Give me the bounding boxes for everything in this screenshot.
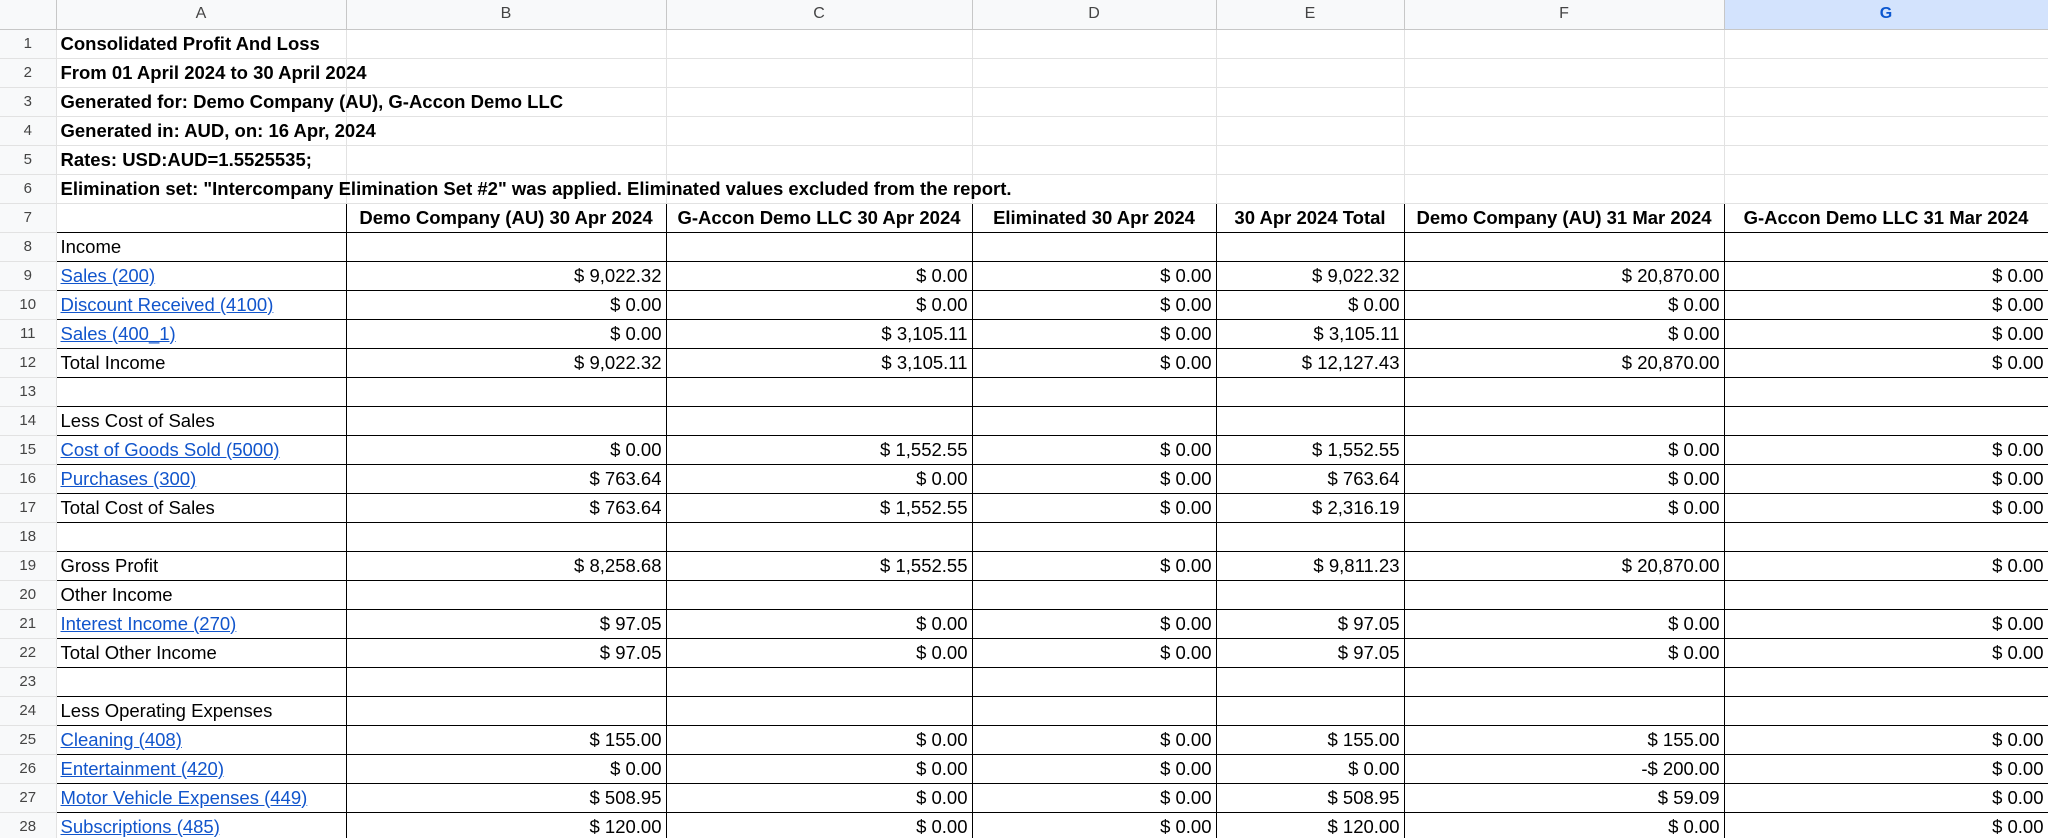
value-cell[interactable]: $ 59.09 [1404,783,1724,812]
column-header-g[interactable]: G [1724,0,2048,29]
value-cell[interactable] [1216,580,1404,609]
table-row [0,609,2048,638]
table-row [0,464,2048,493]
generated-in-cell[interactable]: Generated in: AUD, on: 16 Apr, 2024 [56,116,346,145]
value-cell[interactable]: $ 0.00 [972,290,1216,319]
value-cell[interactable]: $ 0.00 [972,754,1216,783]
value-cell[interactable] [1724,696,2048,725]
value-cell[interactable]: $ 0.00 [346,754,666,783]
row-header[interactable]: 25 [0,725,56,754]
table-row [0,812,2048,838]
value-cell[interactable]: $ 97.05 [1216,609,1404,638]
cell[interactable] [1216,145,1404,174]
account-link[interactable]: Interest Income (270) [56,609,346,638]
value-cell[interactable]: $ 97.05 [346,609,666,638]
cell[interactable] [1724,87,2048,116]
row-header[interactable]: 14 [0,406,56,435]
value-cell[interactable] [1724,667,2048,696]
value-cell[interactable]: $ 9,022.32 [346,261,666,290]
value-cell[interactable]: $ 0.00 [972,551,1216,580]
value-cell[interactable]: $ 508.95 [346,783,666,812]
value-cell[interactable]: $ 0.00 [666,261,972,290]
row-header[interactable]: 3 [0,87,56,116]
value-cell[interactable]: $ 155.00 [346,725,666,754]
report-header-row [0,203,2048,232]
table-row [0,522,2048,551]
value-cell[interactable]: $ 0.00 [1404,638,1724,667]
row-header[interactable]: 12 [0,348,56,377]
generated-for-cell[interactable]: Generated for: Demo Company (AU), G-Accon Demo LLC [56,87,346,116]
account-link[interactable]: Sales (200) [56,261,346,290]
cell[interactable] [1216,29,1404,58]
table-row [0,290,2048,319]
value-cell[interactable] [1404,696,1724,725]
cell[interactable] [666,87,972,116]
row-header[interactable]: 7 [0,203,56,232]
column-header-b[interactable]: B [346,0,666,29]
header-cell-label[interactable] [56,203,346,232]
value-cell[interactable] [1404,377,1724,406]
value-cell[interactable]: $ 9,022.32 [346,348,666,377]
rates-cell[interactable]: Rates: USD:AUD=1.5525535; [56,145,346,174]
value-cell[interactable]: -$ 200.00 [1404,754,1724,783]
column-header-c[interactable]: C [666,0,972,29]
cell[interactable] [1404,87,1724,116]
header-cell-demo-au-mar[interactable]: Demo Company (AU) 31 Mar 2024 [1404,203,1724,232]
cell[interactable] [1216,58,1404,87]
value-cell[interactable] [666,667,972,696]
value-cell[interactable] [666,377,972,406]
account-link[interactable]: Cleaning (408) [56,725,346,754]
value-cell[interactable]: $ 0.00 [972,725,1216,754]
row-header[interactable]: 19 [0,551,56,580]
cell[interactable] [1404,145,1724,174]
account-link[interactable]: Sales (400_1) [56,319,346,348]
value-cell[interactable]: $ 0.00 [972,435,1216,464]
value-cell[interactable]: $ 0.00 [1724,812,2048,838]
value-cell[interactable]: $ 0.00 [346,319,666,348]
value-cell[interactable]: $ 0.00 [666,464,972,493]
table-row [0,667,2048,696]
value-cell[interactable]: $ 3,105.11 [666,319,972,348]
value-cell[interactable]: $ 0.00 [1724,290,2048,319]
account-link[interactable]: Motor Vehicle Expenses (449) [56,783,346,812]
cell[interactable] [972,58,1216,87]
report-title-cell[interactable]: Consolidated Profit And Loss [56,29,346,58]
value-cell[interactable]: $ 8,258.68 [346,551,666,580]
table-row [0,696,2048,725]
value-cell[interactable]: $ 0.00 [972,348,1216,377]
value-cell[interactable] [1216,406,1404,435]
value-cell[interactable] [1216,667,1404,696]
value-cell[interactable] [346,696,666,725]
row-label[interactable]: Total Cost of Sales [56,493,346,522]
value-cell[interactable]: $ 9,022.32 [1216,261,1404,290]
value-cell[interactable] [972,696,1216,725]
value-cell[interactable]: $ 0.00 [972,493,1216,522]
table-row [0,493,2048,522]
row-header[interactable]: 20 [0,580,56,609]
account-link[interactable]: Cost of Goods Sold (5000) [56,435,346,464]
value-cell[interactable] [666,406,972,435]
sheet-row [0,87,2048,116]
value-cell[interactable]: $ 0.00 [1724,609,2048,638]
table-row [0,319,2048,348]
value-cell[interactable]: $ 0.00 [1724,725,2048,754]
cell[interactable] [1404,58,1724,87]
value-cell[interactable]: $ 155.00 [1404,725,1724,754]
value-cell[interactable]: $ 120.00 [1216,812,1404,838]
table-row [0,638,2048,667]
value-cell[interactable] [346,377,666,406]
cell[interactable] [1404,116,1724,145]
cell[interactable] [666,29,972,58]
row-header[interactable]: 24 [0,696,56,725]
value-cell[interactable]: $ 0.00 [346,290,666,319]
cell[interactable] [346,29,666,58]
value-cell[interactable]: $ 0.00 [666,725,972,754]
row-header[interactable]: 28 [0,812,56,838]
cell[interactable] [1724,58,2048,87]
cell[interactable] [346,116,666,145]
value-cell[interactable]: $ 0.00 [972,261,1216,290]
cell[interactable] [1216,87,1404,116]
row-label[interactable]: Other Income [56,580,346,609]
value-cell[interactable]: $ 0.00 [1724,638,2048,667]
value-cell[interactable]: $ 0.00 [666,812,972,838]
value-cell[interactable]: $ 20,870.00 [1404,551,1724,580]
value-cell[interactable]: $ 2,316.19 [1216,493,1404,522]
cell[interactable] [666,145,972,174]
sheet-row [0,29,2048,58]
value-cell[interactable]: $ 0.00 [972,783,1216,812]
value-cell[interactable] [666,696,972,725]
value-cell[interactable]: $ 0.00 [1404,812,1724,838]
value-cell[interactable] [972,580,1216,609]
cell[interactable] [1724,29,2048,58]
column-header-d[interactable]: D [972,0,1216,29]
value-cell[interactable] [972,377,1216,406]
report-period-cell[interactable]: From 01 April 2024 to 30 April 2024 [56,58,346,87]
value-cell[interactable]: $ 0.00 [1404,290,1724,319]
value-cell[interactable] [1724,580,2048,609]
cell[interactable] [346,145,666,174]
report-body [0,232,2048,838]
value-cell[interactable]: $ 0.00 [1216,754,1404,783]
value-cell[interactable]: $ 20,870.00 [1404,348,1724,377]
table-row [0,551,2048,580]
column-header-e[interactable]: E [1216,0,1404,29]
sheet-row [0,116,2048,145]
account-link[interactable]: Subscriptions (485) [56,812,346,838]
header-cell-demo-au-apr[interactable]: Demo Company (AU) 30 Apr 2024 [346,203,666,232]
table-row [0,261,2048,290]
value-cell[interactable] [1216,522,1404,551]
row-header[interactable]: 10 [0,290,56,319]
value-cell[interactable] [1724,522,2048,551]
value-cell[interactable] [666,232,972,261]
table-row [0,348,2048,377]
row-label[interactable] [56,377,346,406]
value-cell[interactable]: $ 0.00 [1404,319,1724,348]
value-cell[interactable]: $ 0.00 [1404,493,1724,522]
cell[interactable] [972,116,1216,145]
row-header[interactable]: 6 [0,174,56,203]
value-cell[interactable]: $ 0.00 [1724,464,2048,493]
cell[interactable] [346,58,666,87]
value-cell[interactable]: $ 0.00 [1724,261,2048,290]
row-label[interactable]: Gross Profit [56,551,346,580]
value-cell[interactable] [972,667,1216,696]
sheet-row [0,174,2048,203]
value-cell[interactable] [346,406,666,435]
value-cell[interactable]: $ 0.00 [972,319,1216,348]
value-cell[interactable] [972,406,1216,435]
row-header[interactable]: 17 [0,493,56,522]
value-cell[interactable]: $ 0.00 [972,812,1216,838]
row-header[interactable]: 23 [0,667,56,696]
cell[interactable] [972,29,1216,58]
value-cell[interactable] [1216,696,1404,725]
value-cell[interactable]: $ 0.00 [1724,319,2048,348]
cell[interactable] [1724,145,2048,174]
value-cell[interactable] [972,522,1216,551]
value-cell[interactable]: $ 0.00 [1724,551,2048,580]
value-cell[interactable]: $ 12,127.43 [1216,348,1404,377]
table-row [0,435,2048,464]
value-cell[interactable]: $ 155.00 [1216,725,1404,754]
table-row [0,377,2048,406]
row-label[interactable]: Income [56,232,346,261]
row-label[interactable]: Less Operating Expenses [56,696,346,725]
column-header-a[interactable]: A [56,0,346,29]
value-cell[interactable] [346,667,666,696]
table-row [0,783,2048,812]
table-row [0,754,2048,783]
row-label[interactable]: Total Income [56,348,346,377]
value-cell[interactable]: $ 0.00 [666,290,972,319]
select-all-corner[interactable] [0,0,56,29]
value-cell[interactable]: $ 1,552.55 [666,493,972,522]
value-cell[interactable] [1404,522,1724,551]
table-row [0,232,2048,261]
table-row [0,580,2048,609]
cell[interactable] [1724,174,2048,203]
cell[interactable] [972,145,1216,174]
value-cell[interactable]: $ 508.95 [1216,783,1404,812]
value-cell[interactable] [1724,406,2048,435]
cell[interactable] [1216,116,1404,145]
header-cell-gaccon-mar[interactable]: G-Accon Demo LLC 31 Mar 2024 [1724,203,2048,232]
cell[interactable] [1404,174,1724,203]
value-cell[interactable]: $ 0.00 [1404,609,1724,638]
cell[interactable] [972,87,1216,116]
column-header-f[interactable]: F [1404,0,1724,29]
row-header[interactable]: 2 [0,58,56,87]
row-header[interactable]: 16 [0,464,56,493]
table-row [0,406,2048,435]
value-cell[interactable]: $ 9,811.23 [1216,551,1404,580]
value-cell[interactable]: $ 0.00 [666,754,972,783]
cell[interactable] [1216,174,1404,203]
value-cell[interactable]: $ 97.05 [346,638,666,667]
value-cell[interactable]: $ 1,552.55 [1216,435,1404,464]
cell[interactable] [1404,29,1724,58]
cell[interactable] [1724,116,2048,145]
value-cell[interactable] [1216,232,1404,261]
value-cell[interactable]: $ 0.00 [666,638,972,667]
row-header[interactable]: 9 [0,261,56,290]
row-label[interactable] [56,522,346,551]
account-link[interactable]: Entertainment (420) [56,754,346,783]
sheet-row [0,145,2048,174]
row-header[interactable]: 21 [0,609,56,638]
value-cell[interactable]: $ 763.64 [1216,464,1404,493]
row-label[interactable]: Less Cost of Sales [56,406,346,435]
value-cell[interactable] [972,232,1216,261]
value-cell[interactable] [666,580,972,609]
header-cell-gaccon-apr[interactable]: G-Accon Demo LLC 30 Apr 2024 [666,203,972,232]
row-label[interactable] [56,667,346,696]
account-link[interactable]: Purchases (300) [56,464,346,493]
value-cell[interactable] [1404,580,1724,609]
header-cell-eliminated-apr[interactable]: Eliminated 30 Apr 2024 [972,203,1216,232]
value-cell[interactable]: $ 0.00 [1724,754,2048,783]
row-header[interactable]: 26 [0,754,56,783]
row-label[interactable]: Total Other Income [56,638,346,667]
value-cell[interactable] [1216,377,1404,406]
value-cell[interactable]: $ 0.00 [1724,783,2048,812]
column-header-row [0,0,2048,29]
value-cell[interactable]: $ 0.00 [1404,435,1724,464]
value-cell[interactable]: $ 0.00 [666,783,972,812]
value-cell[interactable]: $ 120.00 [346,812,666,838]
value-cell[interactable]: $ 763.64 [346,464,666,493]
row-header[interactable]: 27 [0,783,56,812]
value-cell[interactable]: $ 0.00 [972,638,1216,667]
value-cell[interactable]: $ 1,552.55 [666,435,972,464]
value-cell[interactable]: $ 763.64 [346,493,666,522]
row-header[interactable]: 8 [0,232,56,261]
value-cell[interactable] [1404,667,1724,696]
value-cell[interactable] [1404,232,1724,261]
sheet-row [0,58,2048,87]
value-cell[interactable]: $ 3,105.11 [1216,319,1404,348]
account-link[interactable]: Discount Received (4100) [56,290,346,319]
value-cell[interactable]: $ 0.00 [346,435,666,464]
row-header[interactable]: 4 [0,116,56,145]
value-cell[interactable] [346,232,666,261]
value-cell[interactable] [346,580,666,609]
value-cell[interactable]: $ 97.05 [1216,638,1404,667]
table-row [0,725,2048,754]
row-header[interactable]: 1 [0,29,56,58]
value-cell[interactable]: $ 3,105.11 [666,348,972,377]
value-cell[interactable]: $ 0.00 [666,609,972,638]
value-cell[interactable]: $ 0.00 [1724,493,2048,522]
value-cell[interactable] [1724,377,2048,406]
value-cell[interactable]: $ 0.00 [1724,435,2048,464]
value-cell[interactable] [346,522,666,551]
value-cell[interactable] [666,522,972,551]
row-header[interactable]: 18 [0,522,56,551]
row-header[interactable]: 13 [0,377,56,406]
row-header[interactable]: 22 [0,638,56,667]
row-header[interactable]: 11 [0,319,56,348]
cell[interactable] [666,58,972,87]
value-cell[interactable]: $ 0.00 [1216,290,1404,319]
cell[interactable] [666,116,972,145]
value-cell[interactable] [1404,406,1724,435]
header-cell-total-apr[interactable]: 30 Apr 2024 Total [1216,203,1404,232]
value-cell[interactable]: $ 0.00 [972,464,1216,493]
value-cell[interactable]: $ 0.00 [972,609,1216,638]
value-cell[interactable]: $ 0.00 [1724,348,2048,377]
row-header[interactable]: 15 [0,435,56,464]
value-cell[interactable]: $ 0.00 [1404,464,1724,493]
elimination-cell[interactable]: Elimination set: "Intercompany Elimination Set #2" was applied. Eliminated values excluded from the report. [56,174,346,203]
value-cell[interactable]: $ 20,870.00 [1404,261,1724,290]
value-cell[interactable] [1724,232,2048,261]
row-header[interactable]: 5 [0,145,56,174]
value-cell[interactable]: $ 1,552.55 [666,551,972,580]
